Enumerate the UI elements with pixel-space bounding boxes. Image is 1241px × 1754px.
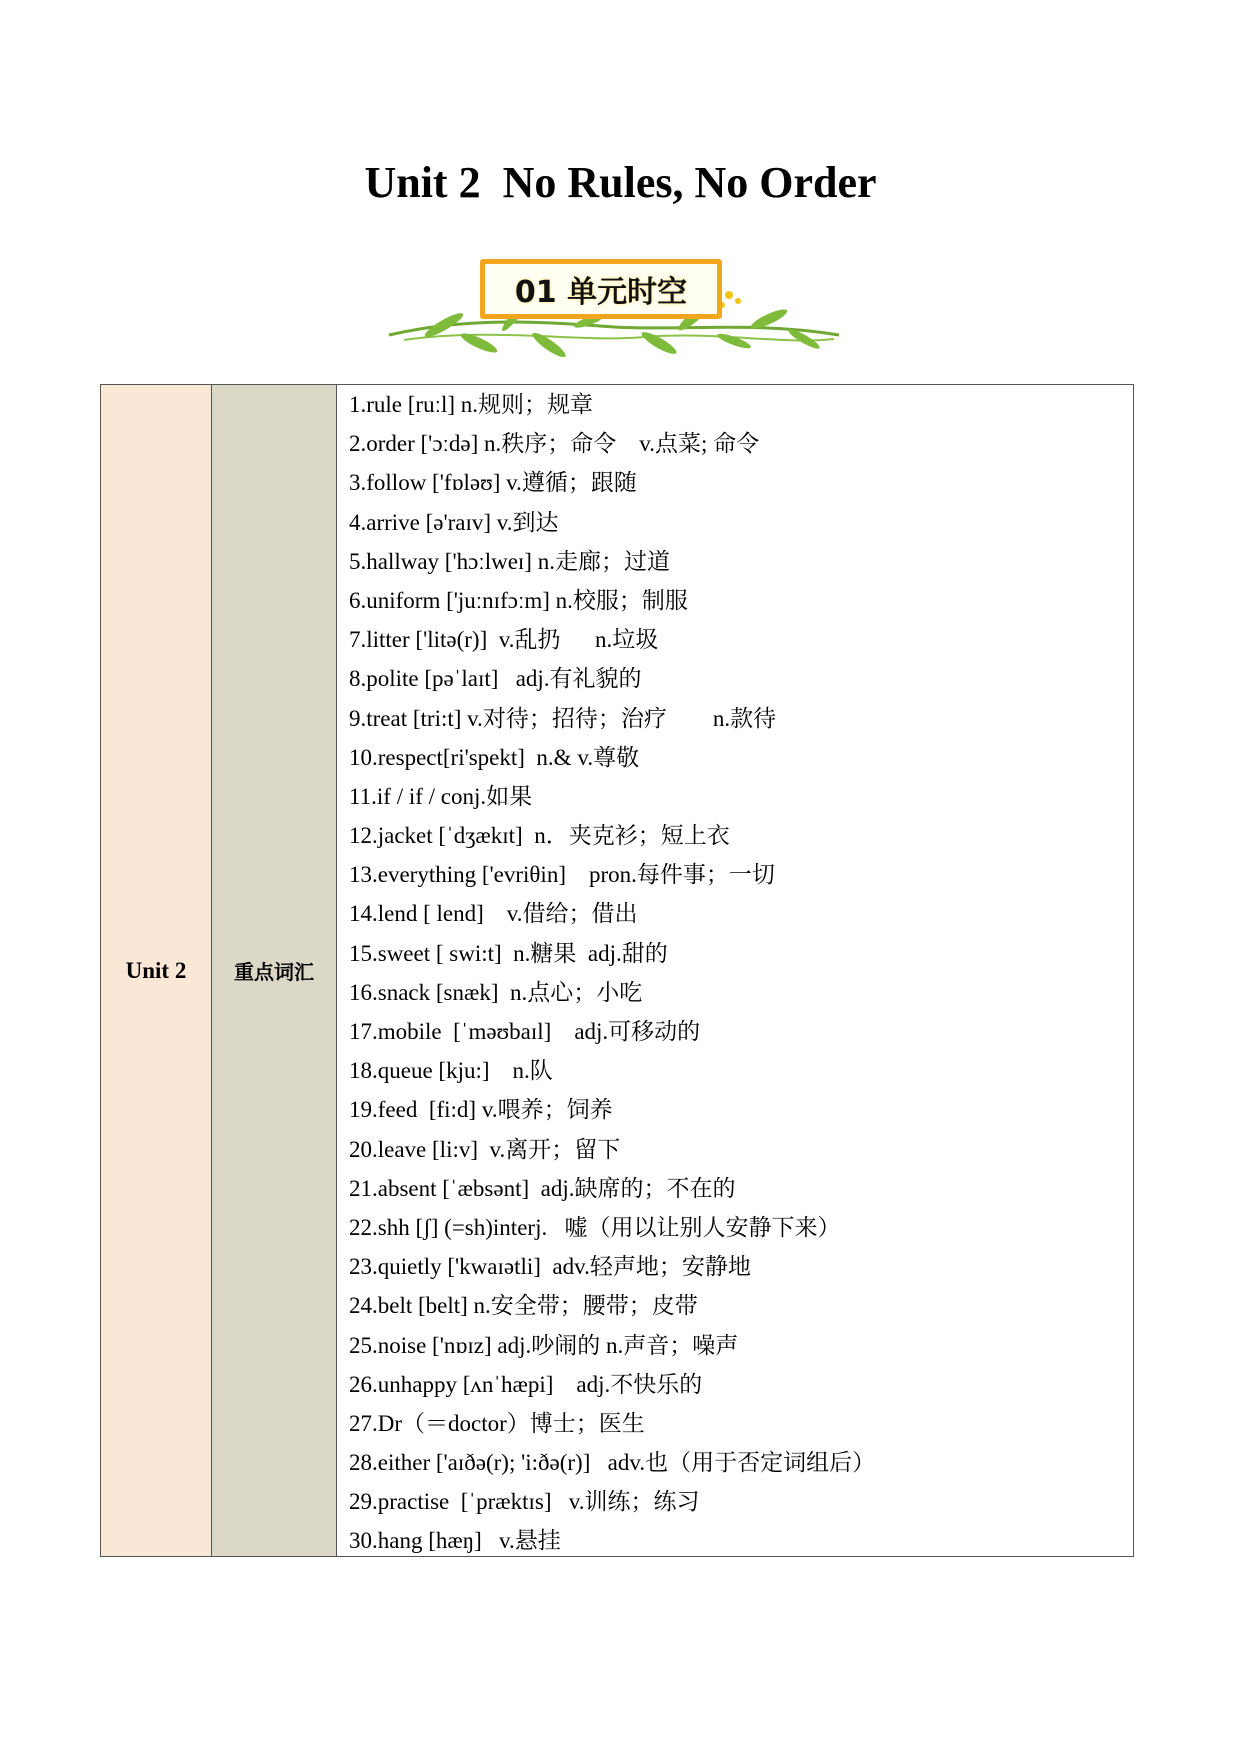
word-item: 17.mobile [ˈməʊbaɪl] adj.可移动的: [349, 1019, 701, 1044]
word-item: 2.order ['ɔːdə] n.秩序；命令 v.点菜; 命令: [349, 431, 760, 457]
word-item: 10.respect[ri'spekt] n.& v.尊敬: [349, 744, 640, 770]
page-title: Unit 2 No Rules, No Order: [364, 158, 877, 207]
word-item: 30.hang [hæŋ] v.悬挂: [349, 1528, 561, 1554]
word-item: 16.snack [snæk] n.点心；小吃: [349, 979, 643, 1005]
word-item: 5.hallway ['hɔːlweɪ] n.走廊；过道: [349, 548, 670, 574]
word-item: 12.jacket [ˈdʒækɪt] n．夹克衫；短上衣: [349, 823, 730, 849]
word-item: 15.sweet [ swi:t] n.糖果 adj.甜的: [349, 940, 668, 966]
word-item: 20.leave [li:v] v.离开；留下: [349, 1136, 621, 1162]
section-banner: [384, 255, 844, 365]
category-cell: 重点词汇: [212, 385, 337, 1556]
word-item: 22.shh [ʃ] (=sh)interj. 嘘（用以让别人安静下来）: [349, 1214, 841, 1240]
word-item: 29.practise [ˈpræktɪs] v.训练；练习: [349, 1489, 700, 1515]
word-item: 23.quietly ['kwaɪətli] adv.轻声地；安静地: [349, 1254, 751, 1280]
word-item: 26.unhappy [ʌnˈhæpi] adj.不快乐的: [349, 1371, 703, 1397]
word-item: 27.Dr（＝doctor）博士；医生: [349, 1410, 645, 1436]
word-item: 3.follow ['fɒləʊ] v.遵循；跟随: [349, 470, 637, 496]
word-item: 13.everything ['evriθin] pron.每件事；一切: [349, 862, 775, 888]
unit-cell: Unit 2: [101, 385, 212, 1556]
word-list: [349, 385, 1133, 1561]
word-item: 1.rule [ruːl] n.规则；规章: [349, 392, 594, 417]
vocabulary-table: [100, 384, 1134, 1557]
word-item: 21.absent [ˈæbsənt] adj.缺席的；不在的: [349, 1175, 736, 1201]
word-list-cell: [337, 385, 1133, 1556]
section-banner-label: 01 单元时空: [514, 275, 688, 310]
word-item: 7.litter ['litə(r)] v.乱扔 n.垃圾: [349, 627, 659, 653]
word-item: 24.belt [belt] n.安全带；腰带；皮带: [349, 1293, 698, 1319]
word-item: 25.noise ['nɒɪz] adj.吵闹的 n.声音；噪声: [349, 1332, 739, 1358]
word-item: 28.either ['aɪðə(r); 'i:ðə(r)] adv.也（用于否定词组后）: [349, 1450, 876, 1476]
section-banner-sign: [480, 259, 722, 319]
word-item: 4.arrive [ə'raɪv] v.到达: [349, 509, 559, 535]
word-item: 6.uniform ['juːnɪfɔːm] n.校服；制服: [349, 587, 688, 613]
word-item: 19.feed [fi:d] v.喂养；饲养: [349, 1097, 613, 1123]
word-item: 11.if / if / conj.如果: [349, 783, 533, 809]
word-item: 8.polite [pəˈlaɪt] adj.有礼貌的: [349, 666, 642, 692]
word-item: 9.treat [tri:t] v.对待；招待；治疗 n.款待: [349, 705, 777, 731]
word-item: 14.lend [ lend] v.借给；借出: [349, 901, 638, 927]
word-item: 18.queue [kju:] n.队: [349, 1058, 553, 1084]
